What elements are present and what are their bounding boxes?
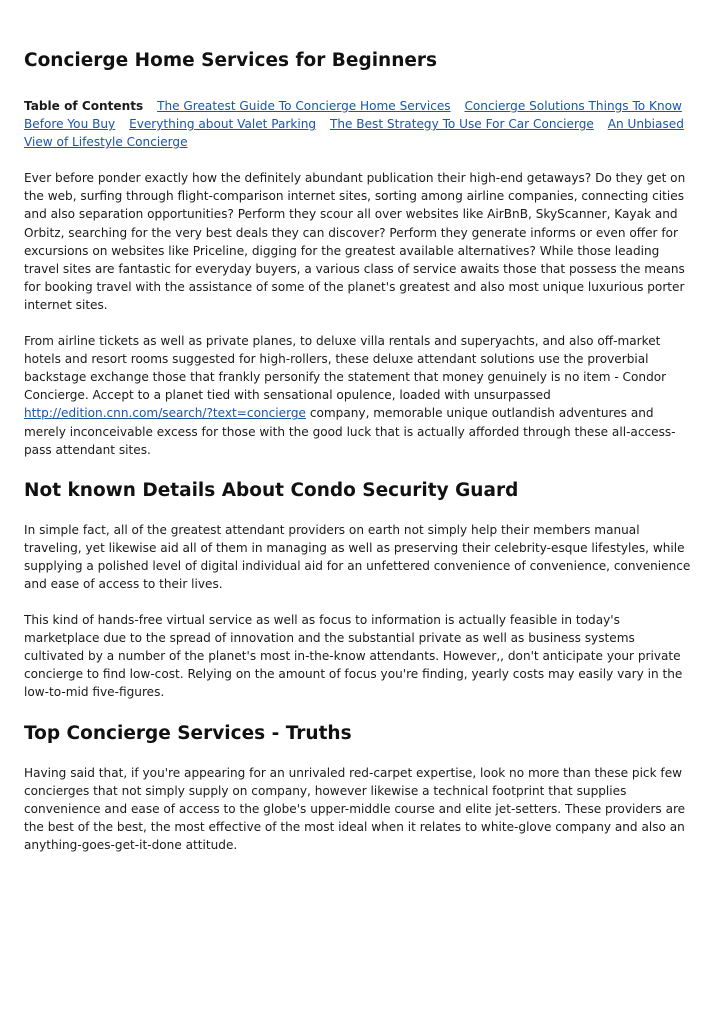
paragraph-attendant-providers: In simple fact, all of the greatest attendant providers on earth not simply help their members manual traveling, yet likewise aid all of them in managing as well as preserving their celebrity-esque lifestyles, while supplying a polished level of digital individual aid for an unfettered convenience of convenience, convenience and ease of access to their lives. [24, 522, 691, 591]
cnn-concierge-link[interactable]: http://edition.cnn.com/search/?text=concierge [24, 406, 306, 421]
paragraph-virtual-service: This kind of hands-free virtual service as well as focus to information is actually feasible in today's marketplace due to the spread of innovation and the substantial private as well as business systems cultivated by a number of the planet's most in-the-know attendants. However,, don't anticipate your private concierge to find low-cost. Relying on the amount of focus you're finding, yearly costs may easily vary in the low-to-mid five-figures. [24, 613, 683, 700]
toc-link-valet-parking[interactable]: Everything about Valet Parking [129, 117, 317, 132]
toc-link-concierge-home-services[interactable]: The Greatest Guide To Concierge Home Services [157, 99, 451, 113]
table-of-contents [24, 97, 696, 151]
toc-link-car-concierge[interactable]: The Best Strategy To Use For Car Concierge [329, 117, 594, 132]
toc-link-concierge-solutions[interactable]: Concierge Solutions Things To Know Before You Buy [24, 99, 682, 132]
paragraph-text: company, memorable unique outlandish adventures and merely inconceivable excess for those with the good luck that is actually afforded through these all-access-pass attendant sites. [24, 406, 676, 457]
section-heading-condo-security: Not known Details About Condo Security Guard [24, 479, 519, 501]
paragraph-intro: Ever before ponder exactly how the definitely abundant publication their high-end getaways? Do they get on the web, surfing through flight-comparison internet sites, sorting among airline companies, connecting cities and also separation opportunities? Perform they scour all over websites like AirBnB, SkyScanner, Kayak and Orbitz, searching for the very best deals they can discover? Perform they generate informs or even offer for excursions on websites like Priceline, digging for the greatest available alternatives? While those leading travel sites are fantastic for everyday buyers, a various class of service awaits those that possess the means for booking travel with the assistance of some of the planet's greatest and also most unique luxurious porter internet sites. [24, 171, 686, 312]
paragraph-luxury-services [24, 332, 696, 459]
section-heading-top-concierge: Top Concierge Services - Truths [24, 722, 352, 744]
paragraph-red-carpet: Having said that, if you're appearing for an unrivaled red-carpet expertise, look no more than these pick few concierges that not simply supply on company, however likewise a technical footprint that supplies convenience and ease of access to the globe's upper-middle course and elite jet-setters. These providers are the best of the best, the most effective of the most ideal when it relates to white-glove company and also an anything-goes-get-it-done attitude. [24, 765, 686, 852]
paragraph-text: From airline tickets as well as private planes, to deluxe villa rentals and superyachts, and also off-market hotels and resort rooms suggested for high-rollers, these deluxe attendant solutions use the proverbial backstage exchange those that frankly personify the statement that money genuinely is no item - Condor Concierge. Accept to a planet tied with sensational opulence, loaded with unsurpassed [24, 334, 667, 403]
toc-label: Table of Contents [24, 99, 144, 113]
toc-link-lifestyle-concierge[interactable]: An Unbiased View of Lifestyle Concierge [24, 117, 684, 150]
page-title: Concierge Home Services for Beginners [24, 50, 438, 71]
